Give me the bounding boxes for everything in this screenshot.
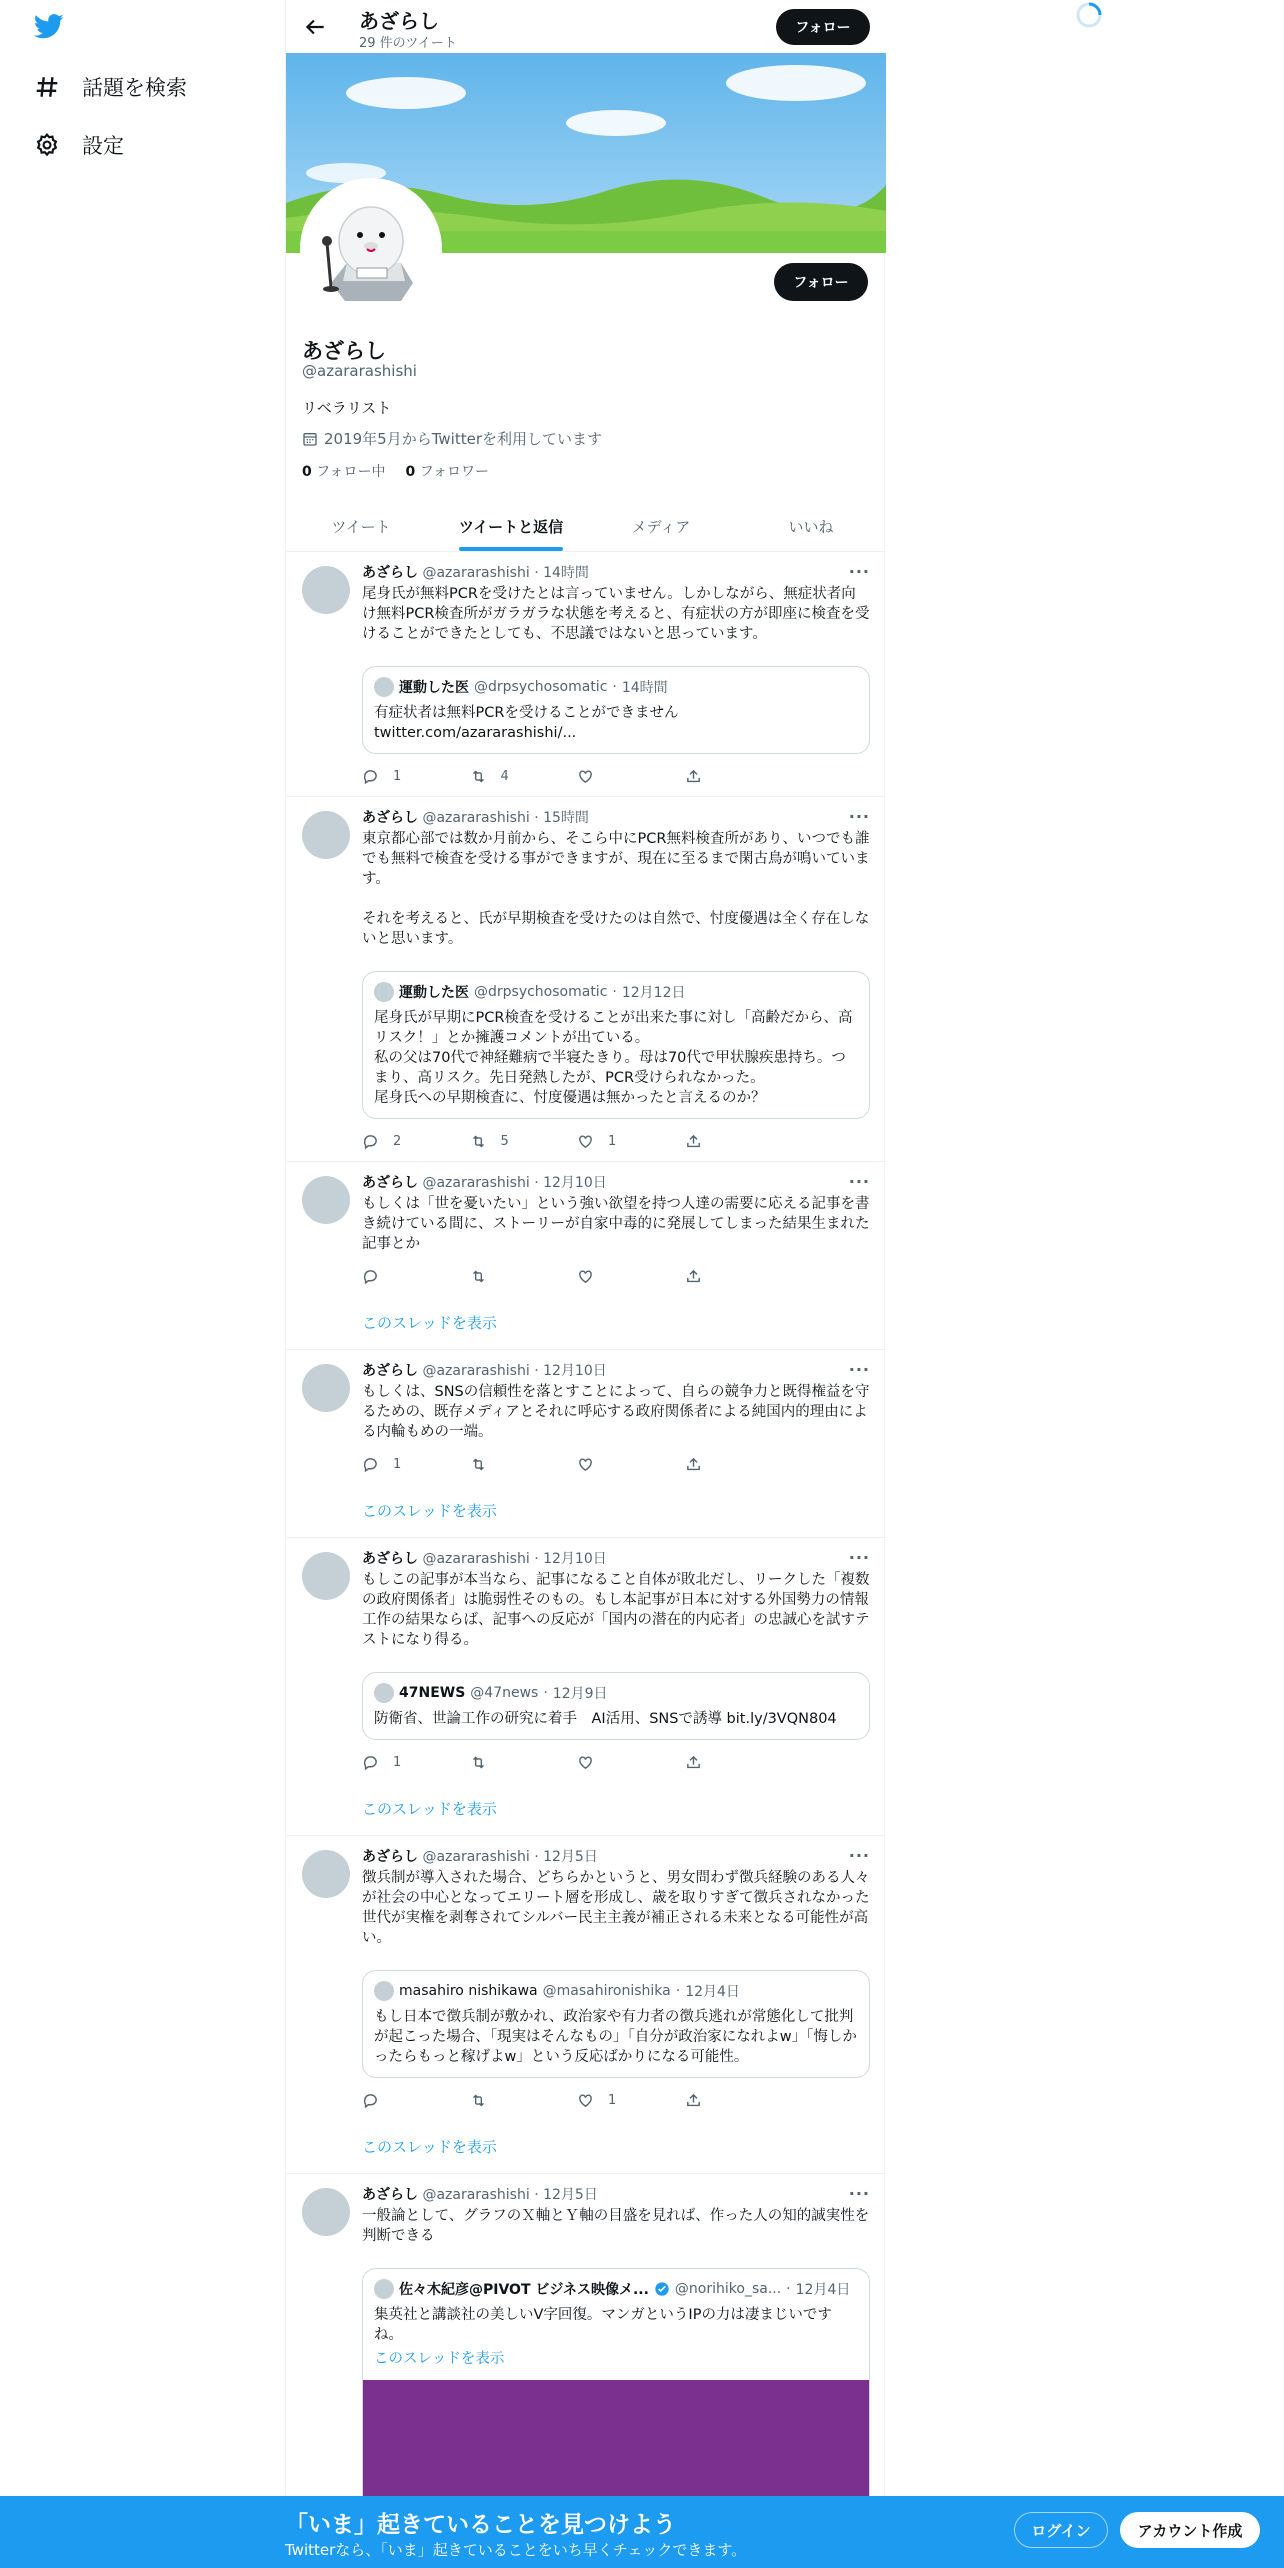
tweet[interactable] — [286, 1162, 886, 1350]
follow-stats — [302, 461, 489, 481]
tweet-actions — [362, 1266, 792, 1286]
retweet-count: 5 — [500, 1133, 509, 1149]
avatar[interactable] — [302, 1176, 350, 1224]
tweet-author-handle: @azararashishi — [422, 565, 530, 581]
like-button[interactable] — [577, 1454, 685, 1474]
tweet-header: あざらし @azararashishi · 12月10日 — [362, 1551, 607, 1567]
quoted-author-handle: @47news — [470, 1685, 539, 1701]
tab-media[interactable]: メディア — [631, 518, 691, 536]
joined-text: 2019年5月からTwitterを利用しています — [324, 430, 602, 448]
more-icon[interactable]: ··· — [848, 807, 870, 826]
reply-icon — [362, 1456, 379, 1473]
reply-button[interactable] — [362, 766, 470, 786]
more-icon[interactable]: ··· — [848, 1846, 870, 1865]
reply-icon — [362, 768, 379, 785]
back-arrow-icon[interactable] — [302, 14, 328, 40]
tweet-timestamp[interactable]: 12月10日 — [543, 1175, 607, 1191]
share-button[interactable] — [685, 1454, 793, 1474]
like-button[interactable] — [577, 1131, 685, 1151]
quoted-timestamp: 12月4日 — [795, 2282, 851, 2298]
share-icon — [685, 1133, 702, 1150]
tweet[interactable] — [286, 797, 886, 1162]
gear-icon — [34, 132, 60, 158]
quoted-avatar — [374, 677, 394, 697]
tweet-timestamp[interactable]: 15時間 — [543, 810, 589, 826]
like-button[interactable] — [577, 1752, 685, 1772]
share-button[interactable] — [685, 1131, 793, 1151]
tweet-author-handle: @azararashishi — [422, 1551, 530, 1567]
following-count: 0 — [302, 464, 312, 480]
tweet-actions — [362, 766, 792, 786]
retweet-icon — [470, 1456, 487, 1473]
retweet-icon — [470, 768, 487, 785]
tweet-timestamp[interactable]: 12月10日 — [543, 1551, 607, 1567]
retweet-button[interactable] — [470, 1131, 578, 1151]
twitter-logo-icon[interactable] — [34, 14, 64, 39]
quoted-author-handle: @masahironishika — [542, 1983, 671, 1999]
following-link[interactable] — [302, 461, 386, 481]
reply-count: 1 — [393, 1754, 402, 1770]
tweet-text: もしくは、SNSの信頼性を落とすことによって、自らの競争力と既得権益を守るための、既存メディアとそれに呼応する政府関係者による純国内的理由による内輪もめの一端。 — [362, 1384, 870, 1440]
show-thread-link[interactable]: このスレッドを表示 — [374, 2351, 505, 2367]
tweet-header: あざらし @azararashishi · 12月10日 — [362, 1363, 607, 1379]
more-icon[interactable]: ··· — [848, 1548, 870, 1567]
signup-banner-title: 「いま」起きていることを見つけよう — [285, 2512, 676, 2538]
quoted-tweet-text: 集英社と講談社の美しいV字回復。マンガというIPの力は凄まじいですね。 — [374, 2307, 832, 2343]
quoted-tweet[interactable] — [362, 1672, 870, 1740]
like-button[interactable] — [577, 766, 685, 786]
reply-button[interactable] — [362, 1266, 470, 1286]
quoted-author-handle: @norihiko_sa... — [674, 2281, 782, 2297]
tweet-text: もしこの記事が本当なら、記事になること自体が敗北だし、リークした「複数の政府関係者」は脆弱性そのもの。もし本記事が日本に対する外国勢力の情報工作の結果ならば、記事への反応が「国内の潜在的内応者」の忠誠心を試すテストになり得る。 — [362, 1572, 870, 1648]
reply-icon — [362, 1268, 379, 1285]
share-icon — [685, 768, 702, 785]
share-button[interactable] — [685, 1266, 793, 1286]
like-button[interactable] — [577, 2090, 685, 2110]
tweet[interactable] — [286, 1350, 886, 1538]
tweet-header: あざらし @azararashishi · 14時間 — [362, 565, 589, 581]
signup-banner — [0, 2496, 1284, 2568]
quoted-tweet-text: 尾身氏が早期にPCR検査を受けることが出来た事に対し「高齢だから、高リスク！」とか擁護コメントが出ている。 私の父は70代で神経難病で半寝たきり。母は70代で甲状腺疾患持ち。つまり、高リスク。先日発熱したが、PCR受けられなかった。 尾身氏への早期検査に、忖度優遇は無かったと言えるのか？ — [374, 1010, 853, 1106]
hashtag-icon — [34, 74, 60, 100]
calendar-icon — [302, 431, 318, 447]
profile-bio: リベラリスト — [302, 399, 392, 417]
tweet-timestamp[interactable]: 12月5日 — [543, 1849, 598, 1865]
more-icon[interactable]: ··· — [848, 1172, 870, 1191]
verified-badge-icon — [654, 2281, 670, 2297]
tab-tweets-and-replies[interactable]: ツイートと返信 — [436, 502, 586, 551]
reply-count: 2 — [393, 1133, 402, 1149]
quoted-timestamp: 12月9日 — [552, 1686, 608, 1702]
tweet-author-name[interactable]: あざらし — [362, 2187, 418, 2203]
tweet-timestamp[interactable]: 12月10日 — [543, 1363, 607, 1379]
quoted-author-name: 47NEWS — [399, 1685, 466, 1701]
quoted-tweet[interactable] — [362, 666, 870, 754]
more-icon[interactable]: ··· — [848, 2184, 870, 2203]
quoted-timestamp: 14時間 — [621, 680, 668, 696]
like-icon — [577, 768, 594, 785]
retweet-count: 4 — [500, 768, 509, 784]
like-icon — [577, 1268, 594, 1285]
tweet-text: 尾身氏が無料PCRを受けたとは言っていません。しかしながら、無症状者向け無料PCR検査所がガラガラな状態を考えると、有症状の方が即座に検査を受けることができたとしても、不思議ではないと思っています。 — [362, 586, 870, 642]
avatar[interactable] — [302, 1850, 350, 1898]
retweet-button[interactable] — [470, 766, 578, 786]
seal-mascot-icon — [305, 183, 437, 315]
header-title: あざらし — [359, 9, 439, 33]
quoted-tweet-text: 有症状者は無料PCRを受けることができません twitter.com/azararashishi/... — [374, 705, 679, 741]
retweet-icon — [470, 1133, 487, 1150]
share-button[interactable] — [685, 766, 793, 786]
tweet-actions — [362, 1131, 792, 1151]
tweet-text: 東京都心部では数か月前から、そこら中にPCR無料検査所があり、いつでも誰でも無料で検査を受ける事ができますが、現在に至るまで閑古鳥が鳴いています。 それを考えると、氏が早期検査を受けたのは自然で、忖度優遇は全く存在しないと思います。 — [362, 831, 870, 947]
profile-handle: @azararashishi — [302, 362, 417, 380]
tweet[interactable] — [286, 1836, 886, 2174]
quoted-tweet-text: もし日本で徴兵制が敷かれ、政治家や有力者の徴兵逃れが常態化して批判が起こった場合、「現実はそんなもの」「自分が政治家になれよw」「悔しかったらもっと稼げよw」という反応ばかりになる可能性。 — [374, 2009, 857, 2065]
quoted-avatar — [374, 2279, 394, 2299]
followers-label: フォロワー — [419, 464, 490, 480]
profile-avatar[interactable] — [300, 178, 442, 320]
reply-button[interactable] — [362, 2090, 470, 2110]
tweet-author-name[interactable]: あざらし — [362, 1551, 418, 1567]
tweet-text: もしくは「世を憂いたい」という強い欲望を持つ人達の需要に応える記事を書き続けている間に、ストーリーが自家中毒的に発展してしまった結果生まれた記事とか — [362, 1196, 870, 1252]
like-icon — [577, 2092, 594, 2109]
quoted-tweet-header: 47NEWS @47news · 12月9日 — [374, 1683, 858, 1703]
reply-button[interactable] — [362, 1454, 470, 1474]
loading-spinner-icon — [1074, 0, 1104, 30]
tweet-author-handle: @azararashishi — [422, 1175, 530, 1191]
quoted-tweet[interactable] — [362, 1970, 870, 2078]
reply-button[interactable] — [362, 1131, 470, 1151]
tab-tweets[interactable]: ツイート — [331, 518, 391, 536]
quoted-tweet-header: 運動した医 @drpsychosomatic · 12月12日 — [374, 982, 858, 1002]
tweet-timeline — [286, 552, 886, 2562]
retweet-button[interactable] — [470, 2090, 578, 2110]
login-button[interactable]: ログイン — [1014, 2512, 1108, 2548]
more-icon[interactable]: ··· — [848, 1360, 870, 1379]
avatar[interactable] — [302, 1364, 350, 1412]
share-icon — [685, 2092, 702, 2109]
share-button[interactable] — [685, 1752, 793, 1772]
retweet-button[interactable] — [470, 1266, 578, 1286]
reply-count: 1 — [393, 1456, 402, 1472]
profile-tabs — [286, 502, 886, 552]
like-count: 1 — [608, 1133, 617, 1149]
tweet-author-name[interactable]: あざらし — [362, 565, 418, 581]
show-thread-link[interactable]: このスレッドを表示 — [362, 2138, 497, 2156]
tweet-author-name[interactable]: あざらし — [362, 810, 418, 826]
quoted-tweet-header: masahiro nishikawa @masahironishika · 12月4日 — [374, 1981, 858, 2001]
profile-name: あざらし — [302, 339, 386, 363]
share-icon — [685, 1456, 702, 1473]
tweet-actions — [362, 2090, 792, 2110]
quoted-tweet[interactable] — [362, 971, 870, 1119]
quoted-tweet-header: 佐々木紀彦@PIVOT ビジネス映像メ... @norihiko_sa... · 12月4日 — [374, 2279, 858, 2299]
tweet-author-handle: @azararashishi — [422, 2187, 530, 2203]
tweet-actions — [362, 1752, 792, 1772]
nav-item-label: 話題を検索 — [82, 76, 187, 100]
quoted-timestamp: 12月12日 — [621, 985, 686, 1001]
reply-button[interactable] — [362, 1752, 470, 1772]
profile-joined — [302, 428, 602, 449]
tweet-header: あざらし @azararashishi · 12月10日 — [362, 1175, 607, 1191]
reply-icon — [362, 2092, 379, 2109]
quoted-author-name: 運動した医 — [399, 985, 469, 1001]
tweet-author-handle: @azararashishi — [422, 1363, 530, 1379]
share-button[interactable] — [685, 2090, 793, 2110]
following-label: フォロー中 — [316, 464, 386, 480]
quoted-author-name: 佐々木紀彦@PIVOT ビジネス映像メ... — [399, 2282, 649, 2298]
follow-button[interactable]: フォロー — [774, 263, 868, 301]
like-icon — [577, 1133, 594, 1150]
nav-item-label: 設定 — [82, 134, 124, 158]
show-thread-link[interactable]: このスレッドを表示 — [362, 1502, 497, 1520]
quoted-author-handle: @drpsychosomatic — [474, 679, 608, 695]
tweet-author-name[interactable]: あざらし — [362, 1363, 418, 1379]
like-count: 1 — [608, 2092, 617, 2108]
nav-item-settings[interactable] — [34, 130, 124, 160]
followers-link[interactable] — [406, 461, 490, 481]
tweet-timestamp[interactable]: 14時間 — [543, 565, 589, 581]
quoted-author-name: 運動した医 — [399, 680, 469, 696]
avatar[interactable] — [302, 566, 350, 614]
like-icon — [577, 1456, 594, 1473]
tweet-header: あざらし @azararashishi · 15時間 — [362, 810, 589, 826]
tweet-author-handle: @azararashishi — [422, 1849, 530, 1865]
quoted-tweet-text: 防衛省、世論工作の研究に着手 AI活用、SNSで誘導 bit.ly/3VQN804 — [374, 1711, 837, 1727]
tweet-timestamp[interactable]: 12月5日 — [543, 2187, 598, 2203]
reply-count: 1 — [393, 768, 402, 784]
reply-icon — [362, 1133, 379, 1150]
tweet-text: 一般論として、グラフのＸ軸とＹ軸の目盛を見れば、作った人の知的誠実性を判断できる — [362, 2208, 870, 2244]
tweet[interactable] — [286, 1538, 886, 1836]
quoted-avatar — [374, 982, 394, 1002]
quoted-author-name: masahiro nishikawa — [399, 1983, 538, 1999]
show-thread-link[interactable]: このスレッドを表示 — [362, 1314, 497, 1332]
share-icon — [685, 1268, 702, 1285]
tweet-header: あざらし @azararashishi · 12月5日 — [362, 2187, 598, 2203]
retweet-icon — [470, 1268, 487, 1285]
show-thread-link[interactable]: このスレッドを表示 — [362, 1800, 497, 1818]
profile-header-bar — [286, 0, 886, 53]
retweet-button[interactable] — [470, 1454, 578, 1474]
quoted-tweet-header: 運動した医 @drpsychosomatic · 14時間 — [374, 677, 858, 697]
tweet-text: 徴兵制が導入された場合、どちらかというと、男女問わず徴兵経験のある人々が社会の中心となってエリート層を形成し、歳を取りすぎて徴兵されなかった世代が実権を剥奪されてシルバー民主主義が補正される未来となる可能性が高い。 — [362, 1870, 870, 1946]
main-column — [285, 0, 885, 2568]
followers-count: 0 — [405, 464, 416, 480]
retweet-button[interactable] — [470, 1752, 578, 1772]
signup-banner-subtitle: Twitterなら、「いま」起きていることをいち早くチェックできます。 — [285, 2541, 747, 2559]
like-button[interactable] — [577, 1266, 685, 1286]
quoted-author-handle: @drpsychosomatic — [474, 984, 608, 1000]
tweet-header: あざらし @azararashishi · 12月5日 — [362, 1849, 598, 1865]
avatar[interactable] — [302, 2188, 350, 2236]
like-icon — [577, 1754, 594, 1771]
quoted-avatar — [374, 1683, 394, 1703]
signup-button[interactable]: アカウント作成 — [1120, 2512, 1260, 2548]
retweet-icon — [470, 1754, 487, 1771]
tab-likes[interactable]: いいね — [788, 518, 834, 536]
avatar[interactable] — [302, 811, 350, 859]
retweet-icon — [470, 2092, 487, 2109]
quoted-avatar — [374, 1981, 394, 2001]
nav-item-explore[interactable] — [34, 72, 187, 102]
more-icon[interactable]: ··· — [848, 562, 870, 581]
tweet[interactable] — [286, 552, 886, 797]
tweet-actions — [362, 1454, 792, 1474]
share-icon — [685, 1754, 702, 1771]
reply-icon — [362, 1754, 379, 1771]
quoted-timestamp: 12月4日 — [685, 1984, 740, 2000]
avatar[interactable] — [302, 1552, 350, 1600]
follow-button-top[interactable]: フォロー — [776, 9, 870, 45]
tweet-author-name[interactable]: あざらし — [362, 1175, 418, 1191]
tweet-author-handle: @azararashishi — [422, 810, 530, 826]
tweet-count: 29 件のツイート — [359, 36, 457, 51]
tweet-author-name[interactable]: あざらし — [362, 1849, 418, 1865]
